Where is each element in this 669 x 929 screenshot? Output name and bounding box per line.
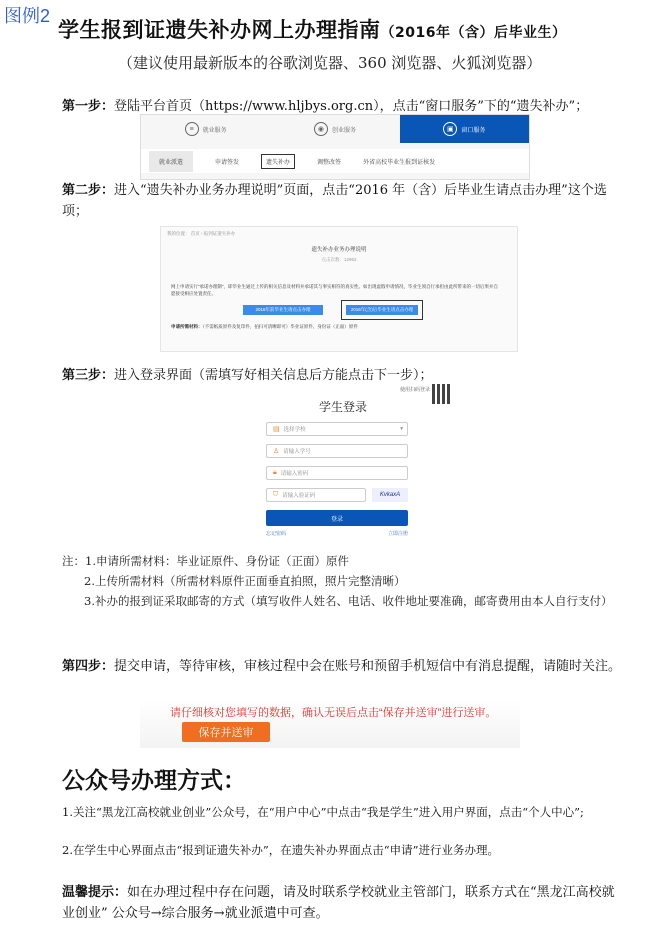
tip-text: 如在办理过程中存在问题，请及时联系学校就业主管部门，联系方式在“黑龙江高校就业创业” 公众号→综合服务→就业派遣中可查。 [62,885,615,921]
user-icon: ♙ [273,448,280,455]
notes [62,551,622,611]
note-1: 注：1.申请所需材料：毕业证原件、身份证（正面）原件 [62,554,349,568]
note-2: 2.上传所需材料（所需材料原件正面垂直拍照，照片完整清晰） [84,574,406,588]
wechat-heading: 公众号办理方式： [62,768,246,794]
pwd-placeholder: 请输入密码 [280,471,309,477]
tab-window-service[interactable] [400,115,529,143]
register-link[interactable]: 立即注册 [388,531,409,537]
subnav-other-province[interactable]: 外省高校毕业生报到证核发 [363,159,436,166]
page-title [58,14,566,44]
step4 [62,656,622,677]
materials-text: （不需纸质原件及复印件，拍扫可清晰即可）毕业证原件、身份证（正面）原件 [202,324,358,329]
student-id-field[interactable] [266,444,408,458]
subnav-current: 就业派遣 [149,151,193,172]
step2-label: 第二步： [62,183,115,198]
target-icon: ◉ [314,122,328,136]
browser-note: （建议使用最新版本的谷歌浏览器、360 浏览器、火狐浏览器） [118,54,542,72]
platform-nav-screenshot [140,114,530,180]
login-screenshot [232,384,454,542]
breadcrumb: 我的位置： 首页 › 报到证遗失补办 [167,231,236,236]
chevron-down-icon: ▾ [400,426,403,432]
instructions-title: 遗失补办业务办理说明 [311,247,367,253]
step4-text: 提交申请，等待审核，审核过程中会在账号和预留手机短信中有消息提醒，请随时关注。 [114,659,622,674]
figure-tag: 图例2 [4,6,51,26]
window-icon: ▣ [443,122,457,136]
subnav-apply[interactable]: 申请签发 [215,159,240,166]
materials-note [171,323,358,330]
login-title: 学生登录 [318,400,367,414]
sub-navigation [141,149,529,173]
submit-screenshot [140,700,520,748]
school-icon: ▤ [273,426,280,433]
qr-note: 使用扫码登录 [399,387,430,393]
step3 [62,365,622,386]
step2 [62,180,622,222]
tip-label: 温馨提示： [62,885,128,900]
password-field[interactable] [266,466,408,480]
instructions-screenshot [160,226,518,352]
title-main: 学生报到证遗失补办网上办理指南 [58,18,381,42]
subnav-adjust[interactable]: 调整改签 [317,159,342,166]
school-placeholder: 选择学校 [283,427,306,433]
tab-label: 创业服务 [331,127,356,134]
materials-label: 申请所需材料： [171,324,203,329]
tab-employment[interactable] [141,115,270,143]
instructions-body: 网上申请实行“承诺办理制”，即毕业生通过上传的相关信息及材料并承诺其与事实相符的真实性。如出现虚假申请情况，毕业生须自行承担由此所带来的一切后果并自愿接受相应处置责任。 [171,284,498,296]
step1-text: 登陆平台首页（https://www.hljbys.org.cn），点击“窗口服务”下的“遗失补办”； [114,99,589,114]
wechat-step-2: 2.在学生中心界面点击“报到证遗失补办”，在遗失补办界面点击“申请”进行业务办理。 [62,843,499,857]
note-3: 3.补办的报到证采取邮寄的方式（填写收件人姓名、电话、收件地址要准确，邮寄费用由本人自行支付） [84,594,613,608]
tab-label: 就业服务 [202,127,227,134]
shield-icon: ⛉ [273,491,279,498]
step1-label: 第一步： [62,99,115,114]
login-button[interactable]: 登录 [266,510,408,526]
click-count: 点击次数：12962 [321,257,357,262]
pre-2016-button[interactable]: 2016年前毕业生请点击办理 [243,305,323,315]
step4-label: 第四步： [62,659,115,674]
forgot-password-link[interactable]: 忘记密码 [266,531,287,537]
post-2016-button[interactable]: 2016年(含)后毕业生请点击办理 [346,305,418,315]
captcha-field[interactable] [266,488,366,502]
step2-text: 进入“遗失补办业务办理说明”页面，点击“2016 年（含）后毕业生请点击办理”这个选项； [62,183,607,219]
review-warning: 请仔细核对您填写的数据，确认无误后点击“保存并送审”进行送审。 [170,707,497,719]
list-icon: ≡ [185,122,199,136]
tab-label: 窗口服务 [461,127,486,134]
title-suffix: （2016年（含）后毕业生） [380,25,567,41]
school-select[interactable] [266,422,408,436]
step3-text: 进入登录界面（需填写好相关信息后方能点击下一步）； [114,368,433,383]
tab-entrepreneurship[interactable] [270,115,399,143]
service-tabs [141,115,529,143]
lock-icon: 🔒︎ [273,469,277,476]
tip [62,882,622,924]
highlight-box [341,300,423,320]
captcha-image[interactable]: KvkaxA [372,488,408,502]
subnav-reissue[interactable]: 遗失补办 [261,154,295,169]
step3-label: 第三步： [62,368,115,383]
code-placeholder: 请输入验证码 [282,493,316,499]
id-placeholder: 请输入学号 [283,449,311,455]
wechat-step-1: 1.关注“黑龙江高校就业创业”公众号，在“用户中心”中点击“我是学生”进入用户界面，点击“个人中心”; [62,805,584,819]
save-and-submit-button[interactable]: 保存并送审 [182,722,270,742]
